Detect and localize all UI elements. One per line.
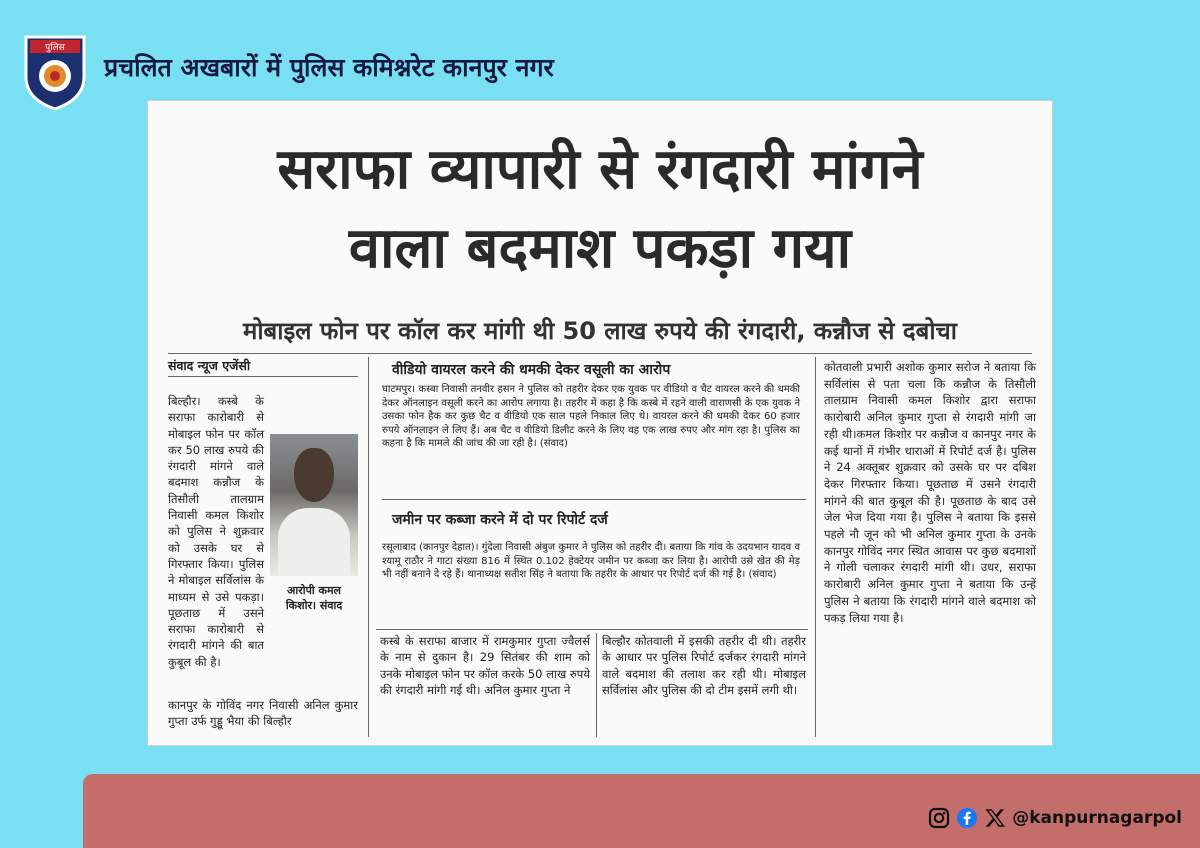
column-divider xyxy=(368,357,369,737)
footer-bar xyxy=(83,774,1200,848)
page-title: प्रचलित अखबारों में पुलिस कमिश्नरेट कानपुर नगर xyxy=(104,53,554,82)
photo-shirt xyxy=(278,508,350,576)
article-column-2: कस्बे के सराफा बाजार में रामकुमार गुप्ता ज्वैलर्स के नाम से दुकान है। 29 सितंबर की शाम को उनके मोबाइल फोन पर कॉल करके 50 लाख रुपये की रंगदारी मांगी गई थी। अनिल कुमार गुप्ता ने xyxy=(380,634,590,697)
box2-heading: जमीन पर कब्जा करने में दो पर रिपोर्ट दर्ज xyxy=(392,512,608,528)
social-links xyxy=(928,807,1182,829)
photo-caption: आरोपी कमल किशोर। संवाद xyxy=(285,584,343,612)
newspaper-clipping xyxy=(147,100,1053,746)
article-column-1-top: बिल्हौर। कस्बे के सराफा कारोबारी से मोबाइल फोन पर कॉल कर 50 लाख रुपये की रंगदारी मांगने वाले बदमाश कन्नौज के तिसौली तालग्राम निवासी कमल किशोर को पुलिस ने शुक्रवार को उसके घर से गिरफ्तार किया। पुलिस ने मोबाइल सर्विलांस के माध्यम से उसे पकड़ा। पूछताछ में उसने सराफा कारोबारी से रंगदारी मांगने की बात कुबूल की है। xyxy=(168,394,264,669)
x-icon[interactable] xyxy=(984,807,1006,829)
column-divider xyxy=(815,357,816,737)
article-column-1-bottom: कानपुर के गोविंद नगर निवासी अनिल कुमार गुप्ता उर्फ गुड्डू भैया की बिल्हौर xyxy=(168,698,358,729)
column-divider xyxy=(596,633,597,737)
police-logo xyxy=(22,31,88,111)
box1-heading: वीडियो वायरल करने की धमकी देकर वसूली का आरोप xyxy=(392,362,671,378)
divider xyxy=(168,376,358,377)
svg-text:पुलिस: पुलिस xyxy=(45,43,65,53)
divider xyxy=(168,353,1032,354)
headline-line-2: वाला बदमाश पकड़ा गया xyxy=(348,216,852,281)
box2-body: रसूलाबाद (कानपुर देहात)। गुंदेला निवासी अंबुज कुमार ने पुलिस को तहरीर दी। बताया कि गांव के उदयभान यादव व श्यामू राठौर ने गाटा संख्या 816 में स्थित 0.102 हेक्टेयर जमीन पर कब्जा कर लिया है। आरोपी उसे खेत की मेड़ भी नहीं बनाने दे रहे हैं। थानाध्यक्ष सतीश सिंह ने बताया कि तहरीर के आधार पर रिपोर्ट दर्ज की गई है। (संवाद) xyxy=(382,542,800,581)
article-column-4: कोतवाली प्रभारी अशोक कुमार सरोज ने बताया कि सर्विलांस से पता चला कि कन्नौज के तिसौली तालग्राम निवासी कमल किशोर द्वारा सराफा कारोबारी अनिल कुमार गुप्ता से रंगदारी मांगी जा रही थी।कमल किशोर पर कन्नौज व कानपुर नगर के कई थानों में गंभीर धाराओं में रिपोर्ट दर्ज है। पुलिस ने 24 अक्तूबर शुक्रवार को उसके घर पर दबिश देकर गिरफ्तार किया। पूछताछ में उसने रंगदारी मांगने की बात कुबूल की है। पूछताछ के बाद उसे जेल भेज दिया गया है। पुलिस ने बताया कि इससे पहले नौ जून को भी अनिल कुमार गुप्ता के उनके कानपुर गोविंद नगर स्थित आवास पर कुछ बदमाशों ने गोली चलाकर रंगदारी मांगी थी। उधर, सराफा कारोबारी अनिल कुमार गुप्ता ने बताया कि उन्हें पुलिस ने बताया कि रंगदारी मांगने वाले बदमाश को पकड़ लिया गया है। xyxy=(824,360,1036,625)
accused-photo xyxy=(270,434,358,576)
instagram-icon[interactable] xyxy=(928,807,950,829)
divider xyxy=(376,629,808,630)
subheadline: मोबाइल फोन पर कॉल कर मांगी थी 50 लाख रुपये की रंगदारी, कन्नौज से दबोचा xyxy=(242,317,957,345)
divider xyxy=(382,499,806,500)
facebook-icon[interactable] xyxy=(956,807,978,829)
byline: संवाद न्यूज एजेंसी xyxy=(168,358,251,373)
photo-face xyxy=(294,448,334,502)
headline-line-1: सराफा व्यापारी से रंगदारी मांगने xyxy=(277,137,923,202)
article-column-3: बिल्हौर कोतवाली में इसकी तहरीर दी थी। तहरीर के आधार पर पुलिस रिपोर्ट दर्जकर रंगदारी मांगने वाले बदमाश की तलाश कर रही थी। मोबाइल सर्विलांस और पुलिस की दो टीम इसमें लगी थी। xyxy=(602,634,806,697)
box1-body: घाटमपुर। कस्बा निवासी तनवीर हसन ने पुलिस को तहरीर देकर एक युवक पर वीडियो व चैट वायरल करने की धमकी देकर ऑनलाइन वसूली करने का आरोप लगाया है। तहरीर में कहा है कि कस्बे में रहने वाली वाराणसी के एक युवक ने उसका फोन हैक कर कुछ चैट व वीडियो एक साल पहले निकाल लिए थे। वायरल करने की धमकी देकर 60 हजार रुपये ऑनलाइन ले लिए हैं। अब चैट व वीडियो डिलीट करने के लिए वह एक लाख रुपए और मांग रहा है। पुलिस का कहना है कि मामले की जांच की जा रही है। (संवाद) xyxy=(382,384,800,450)
social-handle[interactable]: @kanpurnagarpol xyxy=(1012,808,1182,828)
